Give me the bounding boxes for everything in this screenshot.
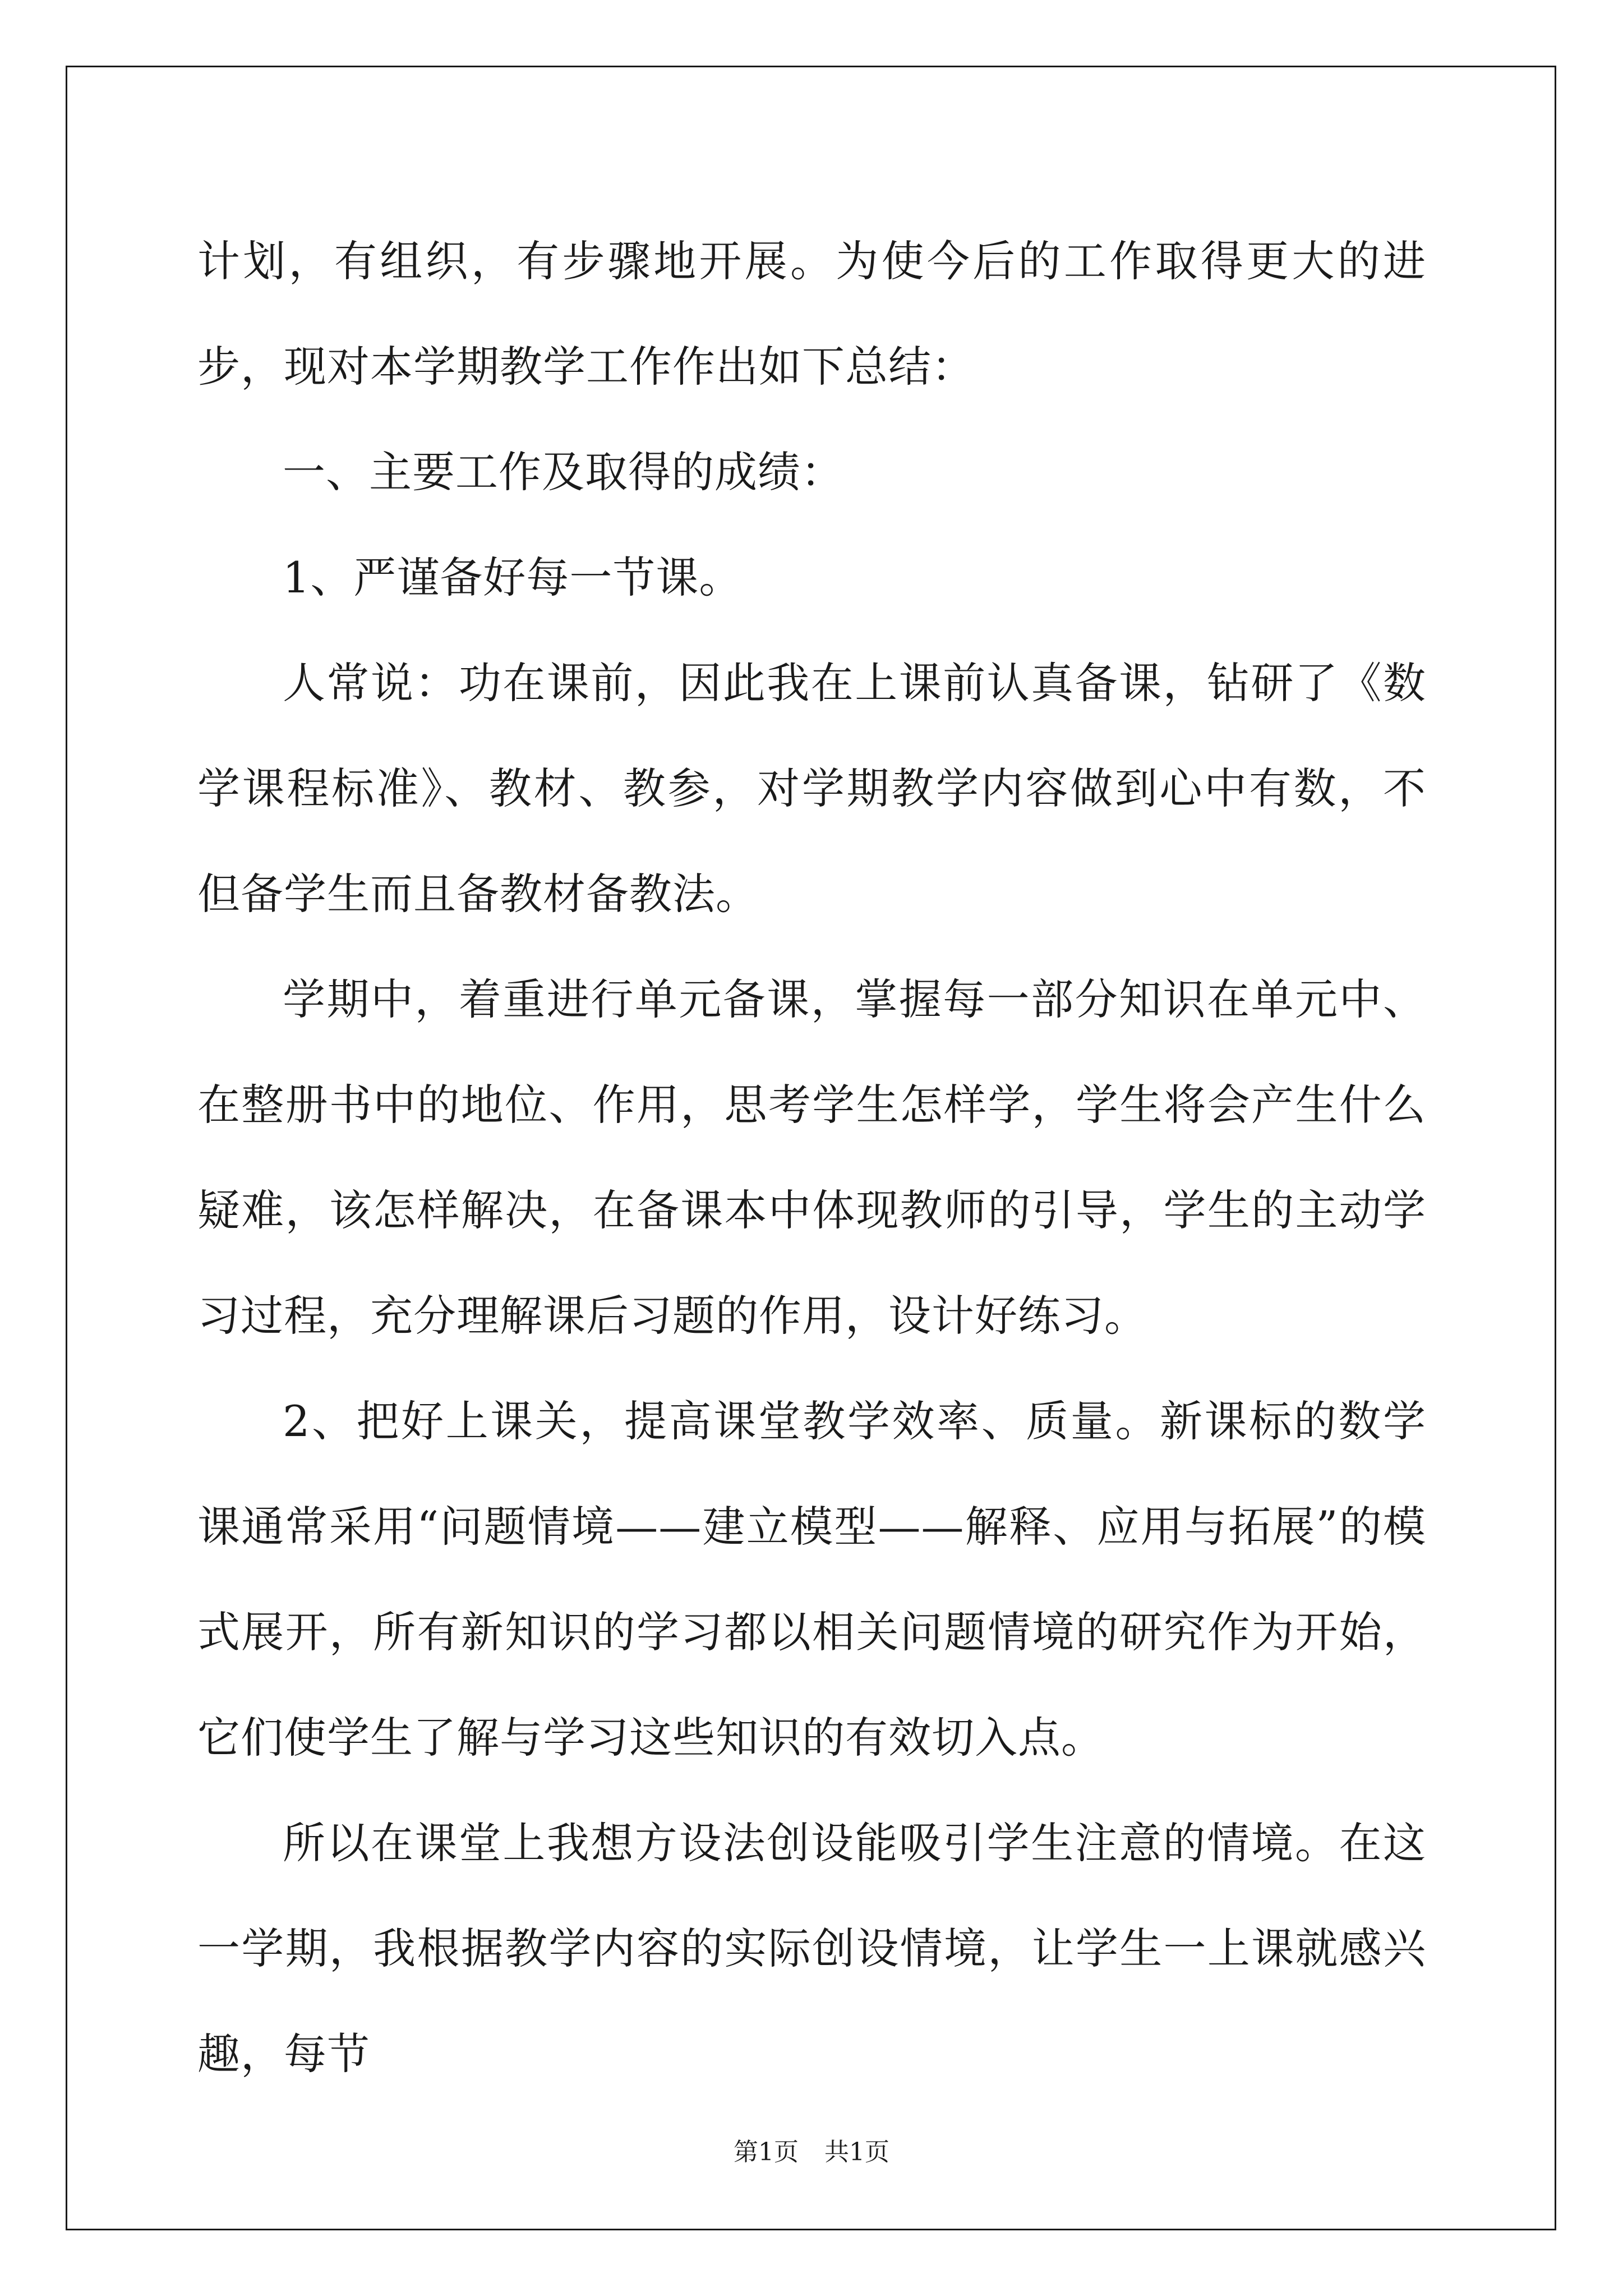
paragraph-2-section-heading: 一、主要工作及取得的成绩：	[283, 447, 844, 497]
paragraph-6: 2、把好上课关，提高课堂教学效率、质量。新课标的数学课通常采用“问题情境——建立模型——解释、应用与拓展”的模式展开，所有新知识的学习都以相关问题情境的研究作为开始，它们使学生了解与学习这些知识的有效切入点。	[197, 1396, 1426, 1763]
paragraph-5: 学期中，着重进行单元备课，掌握每一部分知识在单元中、在整册书中的地位、作用，思考学生怎样学，学生将会产生什么疑难，该怎样解决，在备课本中体现教师的引导，学生的主动学习过程，充分理解课后习题的作用，设计好练习。	[197, 974, 1426, 1341]
page-footer	[0, 2132, 1623, 2168]
paragraph-4: 人常说：功在课前，因此我在上课前认真备课，钻研了《数学课程标准》、教材、教参，对学期教学内容做到心中有数，不但备学生而且备教材备教法。	[197, 658, 1426, 919]
page-number: 第1页	[734, 2138, 799, 2166]
paragraph-7: 所以在课堂上我想方设法创设能吸引学生注意的情境。在这一学期，我根据教学内容的实际创设情境，让学生一上课就感兴趣，每节	[197, 1818, 1426, 2079]
document-body	[197, 209, 1426, 2107]
paragraph-3-subheading: 1、严谨备好每一节课。	[283, 553, 743, 602]
page-total: 共1页	[824, 2138, 889, 2166]
paragraph-1: 计划，有组织，有步骤地开展。为使今后的工作取得更大的进步，现对本学期教学工作作出如下总结：	[197, 236, 1426, 392]
